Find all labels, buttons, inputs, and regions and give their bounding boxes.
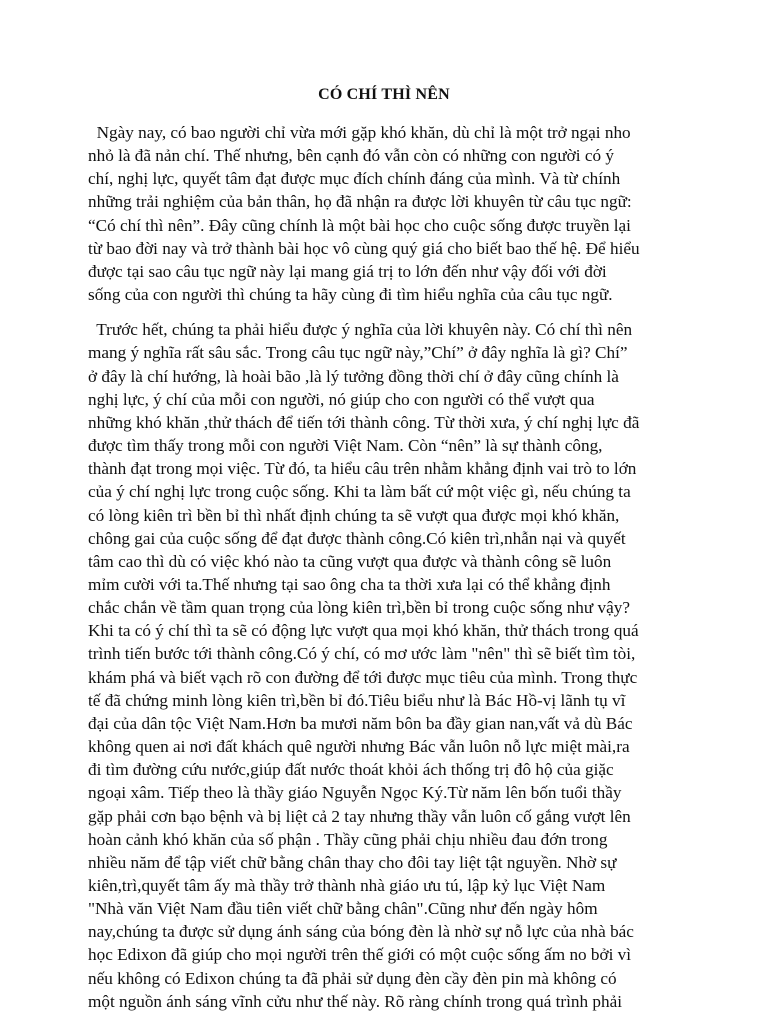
text-line: nhiều năm để tập viết chữ bằng chân thay cho đôi tay liệt tật nguyền. Nhờ sự (88, 852, 617, 872)
text-line: học Edixon đã giúp cho mọi người trên thế giới có một cuộc sống ấm no bởi vì (88, 945, 632, 965)
document-title: CÓ CHÍ THÌ NÊN (318, 86, 450, 103)
text-line: đại của dân tộc Việt Nam.Hơn ba mươi năm bôn ba đầy gian nan,vất vả dù Bác (88, 713, 633, 733)
text-line: một nguồn ánh sáng vĩnh cửu như thế này. Rõ ràng chính trong quá trình phải (88, 991, 623, 1011)
text-line: những khó khăn ,thử thách để tiến tới thành công. Từ thời xưa, ý chí nghị lực đã (88, 412, 640, 432)
text-line: nghị lực, ý chí của mỗi con người, nó giúp cho con người có thể vượt qua (88, 389, 595, 409)
paragraph-body (88, 318, 684, 1013)
text-line: được tại sao câu tục ngữ này lại mang giá trị to lớn đến như vậy đối với đời (88, 261, 607, 281)
text-line: không quen ai nơi đất khách quê người nhưng Bác vẫn luôn nỗ lực miệt mài,ra (88, 737, 630, 757)
text-line: trình tiến bước tới thành công.Có ý chí, có mơ ước làm "nên" thì sẽ biết tìm tòi, (88, 644, 636, 664)
text-line: nay,chúng ta được sử dụng ánh sáng của bóng đèn là nhờ sự nỗ lực của nhà bác (88, 922, 634, 942)
paragraph-intro (88, 121, 684, 306)
text-line: được tìm thấy trong mỗi con người Việt Nam. Còn “nên” là sự thành công, (88, 436, 603, 456)
text-line: ngoại xâm. Tiếp theo là thầy giáo Nguyễn Ngọc Ký.Từ năm lên bốn tuổi thầy (88, 783, 622, 803)
text-line: gặp phải cơn bạo bệnh và bị liệt cả 2 tay nhưng thầy vẫn luôn cố gắng vượt lên (88, 806, 631, 826)
text-line: những trải nghiệm của bản thân, họ đã nhận ra được lời khuyên từ câu tục ngữ: (88, 192, 632, 212)
text-line: kiên,trì,quyết tâm ấy mà thầy trở thành nhà giáo ưu tú, lập kỷ lục Việt Nam (88, 876, 606, 895)
text-line: nếu không có Edixon chúng ta đã phải sử dụng đèn cầy đèn pin mà không có (88, 968, 617, 988)
text-line: chắc chắn về tầm quan trọng của lòng kiên trì,bền bỉ trong cuộc sống như vậy? (88, 598, 630, 618)
text-line: chông gai của cuộc sống để đạt được thành công.Có kiên trì,nhẫn nại và quyết (88, 528, 626, 548)
text-line: tâm cao thì dù có việc khó nào ta cũng vượt qua được và thành công sẽ luôn (88, 551, 612, 571)
text-line: thành đạt trong mọi việc. Từ đó, ta hiểu câu trên nhằm khẳng định vai trò to lớn (88, 459, 637, 479)
text-line: nhỏ là đã nản chí. Thế nhưng, bên cạnh đó vẫn còn có những con người có ý (88, 146, 614, 166)
document-body (88, 121, 684, 1013)
text-line: “Có chí thì nên”. Đây cũng chính là một bài học cho cuộc sống được truyền lại (88, 215, 631, 235)
text-line: hoàn cảnh khó khăn của số phận . Thầy cũng phải chịu nhiều đau đớn trong (88, 829, 608, 849)
text-line: Khi ta có ý chí thì ta sẽ có động lực vượt qua mọi khó khăn, thử thách trong quá (88, 621, 639, 641)
text-line: mang ý nghĩa rất sâu sắc. Trong câu tục ngữ này,”Chí” ở đây nghĩa là gì? Chí” (88, 343, 628, 363)
text-line: ở đây là chí hướng, là hoài bão ,là lý tưởng đồng thời chí ở đây cũng chính là (88, 366, 619, 386)
text-line: sống của con người thì chúng ta hãy cùng đi tìm hiểu nghĩa của câu tục ngữ. (88, 285, 613, 305)
text-line: của ý chí nghị lực trong cuộc sống. Khi ta làm bất cứ một việc gì, nếu chúng ta (88, 482, 631, 502)
text-line: khám phá và biết vạch rõ con đường để tới được mục tiêu của mình. Trong thực (88, 667, 638, 687)
text-line: từ bao đời nay và trở thành bài học vô cùng quý giá cho biết bao thế hệ. Để hiểu (88, 238, 640, 258)
text-line: chí, nghị lực, quyết tâm đạt được mục đích chính đáng của mình. Và từ chính (88, 169, 621, 189)
text-line: mỉm cười với ta.Thế nhưng tại sao ông cha ta thời xưa lại có thể khẳng định (88, 574, 611, 594)
text-line: đi tìm đường cứu nước,giúp đất nước thoát khỏi ách thống trị đô hộ của giặc (88, 760, 614, 780)
text-line: Trước hết, chúng ta phải hiểu được ý nghĩa của lời khuyên này. Có chí thì nên (88, 320, 633, 340)
text-line: Ngày nay, có bao người chỉ vừa mới gặp khó khăn, dù chỉ là một trở ngại nho (88, 123, 631, 142)
text-line: "Nhà văn Việt Nam đầu tiên viết chữ bằng chân".Cũng như đến ngày hôm (88, 899, 598, 919)
text-line: tế đã chứng minh lòng kiên trì,bền bỉ đó.Tiêu biểu như là Bác Hồ-vị lãnh tụ vĩ (88, 690, 626, 710)
text-line: có lòng kiên trì bền bỉ thì nhất định chúng ta sẽ vượt qua được mọi khó khăn, (88, 505, 620, 525)
